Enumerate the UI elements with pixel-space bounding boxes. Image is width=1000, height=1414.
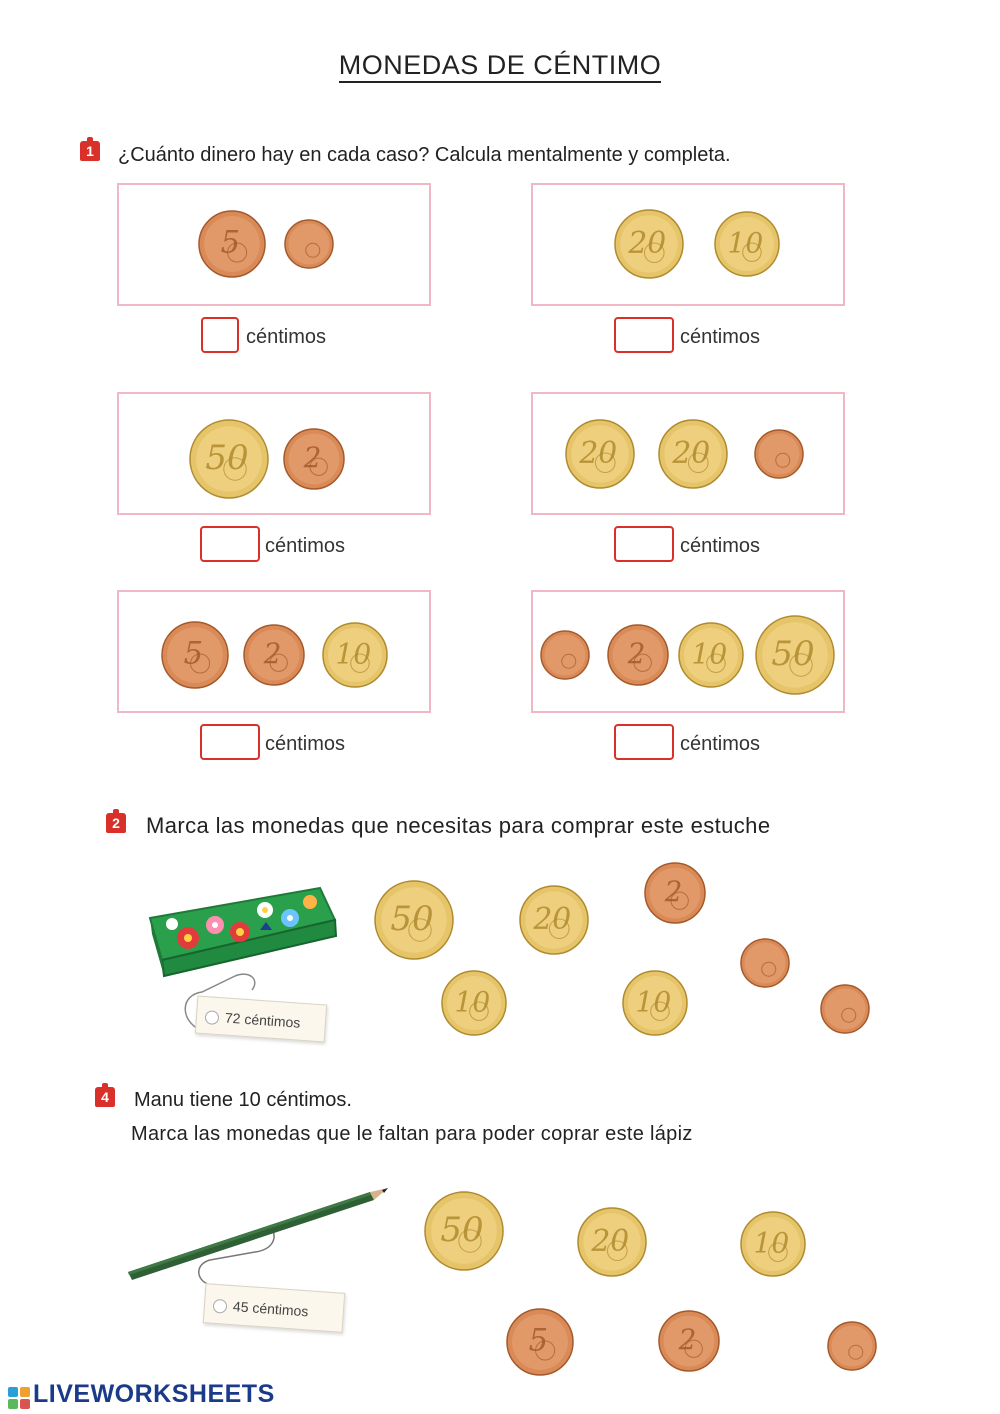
answer-input-3[interactable]	[200, 526, 260, 562]
case-2-coin-10-cent[interactable]	[714, 211, 780, 277]
svg-text:2: 2	[627, 636, 646, 670]
coin-card-3	[117, 392, 431, 515]
svg-text:2: 2	[303, 440, 322, 474]
price-tag-pencil: 45 céntimos	[203, 1283, 345, 1333]
liveworksheets-logo-icon	[8, 1387, 30, 1409]
case-1-coin-1-cent[interactable]	[284, 219, 334, 269]
svg-text:2: 2	[678, 1322, 697, 1356]
exercise-2-coin-10-cent[interactable]	[441, 970, 507, 1036]
footer-brand: LIVEWORKSHEETS	[8, 1380, 275, 1409]
tag-hole-icon	[213, 1299, 228, 1314]
case-5-coin-5-cent[interactable]	[161, 621, 229, 689]
price-tag-pencil-case: 72 céntimos	[195, 996, 327, 1043]
svg-text:20: 20	[579, 435, 618, 471]
exercise-2-coin-20-cent[interactable]	[519, 885, 589, 955]
unit-label-5: céntimos	[265, 733, 346, 755]
exercise-4-line-1: Manu tiene 10 céntimos.	[134, 1089, 352, 1111]
exercise-4-coin-5-cent[interactable]	[506, 1308, 574, 1376]
exercise-2-coin-10-cent[interactable]	[622, 970, 688, 1036]
unit-label-6: céntimos	[680, 733, 761, 755]
tag-hole-icon	[204, 1010, 219, 1025]
answer-input-4[interactable]	[614, 526, 674, 562]
svg-text:5: 5	[220, 225, 241, 261]
case-1-coin-5-cent[interactable]	[198, 210, 266, 278]
exercise-4-badge: 4	[95, 1087, 115, 1107]
exercise-4-coin-50-cent[interactable]	[424, 1191, 504, 1271]
svg-text:10: 10	[635, 985, 672, 1019]
case-4-coin-20-cent[interactable]	[658, 419, 728, 489]
svg-text:20: 20	[591, 1223, 630, 1259]
answer-input-1[interactable]	[201, 317, 239, 353]
case-3-coin-50-cent[interactable]	[189, 419, 269, 499]
svg-text:50: 50	[771, 634, 815, 674]
svg-text:50: 50	[205, 438, 249, 478]
case-6-coin-50-cent[interactable]	[755, 615, 835, 695]
exercise-2-badge: 2	[106, 813, 126, 833]
case-5-coin-10-cent[interactable]	[322, 622, 388, 688]
case-6-coin-10-cent[interactable]	[678, 622, 744, 688]
coin-card-2	[531, 183, 845, 306]
unit-label-1: céntimos	[246, 326, 327, 348]
svg-text:5: 5	[183, 636, 204, 672]
exercise-1-badge: 1	[80, 141, 100, 161]
exercise-1-instruction: ¿Cuánto dinero hay en cada caso? Calcula mentalmente y completa.	[118, 144, 731, 166]
exercise-2-coin-2-cent[interactable]	[644, 862, 706, 924]
exercise-4-coin-20-cent[interactable]	[577, 1207, 647, 1277]
case-3-coin-2-cent[interactable]	[283, 428, 345, 490]
case-5-coin-2-cent[interactable]	[243, 624, 305, 686]
svg-text:5: 5	[528, 1323, 549, 1359]
exercise-2-coin-1-cent[interactable]	[820, 984, 870, 1034]
exercise-4-coin-10-cent[interactable]	[740, 1211, 806, 1277]
page-title: MONEDAS DE CÉNTIMO	[0, 50, 1000, 81]
svg-text:20: 20	[628, 225, 667, 261]
exercise-2-coin-1-cent[interactable]	[740, 938, 790, 988]
svg-text:20: 20	[672, 435, 711, 471]
coin-card-1	[117, 183, 431, 306]
svg-text:10: 10	[454, 985, 491, 1019]
svg-text:10: 10	[727, 226, 764, 260]
svg-text:50: 50	[440, 1210, 484, 1250]
pencil-illustration	[120, 1180, 400, 1290]
exercise-2-coin-50-cent[interactable]	[374, 880, 454, 960]
case-6-coin-2-cent[interactable]	[607, 624, 669, 686]
svg-text:50: 50	[390, 899, 434, 939]
svg-text:2: 2	[664, 874, 683, 908]
case-4-coin-1-cent[interactable]	[754, 429, 804, 479]
exercise-4-line-2: Marca las monedas que le faltan para poder coprar este lápiz	[131, 1123, 693, 1145]
unit-label-2: céntimos	[680, 326, 761, 348]
answer-input-2[interactable]	[614, 317, 674, 353]
answer-input-6[interactable]	[614, 724, 674, 760]
unit-label-3: céntimos	[265, 535, 346, 557]
svg-text:2: 2	[263, 636, 282, 670]
answer-input-5[interactable]	[200, 724, 260, 760]
case-2-coin-20-cent[interactable]	[614, 209, 684, 279]
svg-text:10: 10	[691, 637, 728, 671]
svg-text:10: 10	[335, 637, 372, 671]
exercise-4-coin-1-cent[interactable]	[827, 1321, 877, 1371]
svg-text:20: 20	[533, 901, 572, 937]
case-6-coin-1-cent[interactable]	[540, 630, 590, 680]
exercise-2-instruction: Marca las monedas que necesitas para comprar este estuche	[146, 813, 771, 838]
case-4-coin-20-cent[interactable]	[565, 419, 635, 489]
svg-text:10: 10	[753, 1226, 790, 1260]
unit-label-4: céntimos	[680, 535, 761, 557]
exercise-4-coin-2-cent[interactable]	[658, 1310, 720, 1372]
